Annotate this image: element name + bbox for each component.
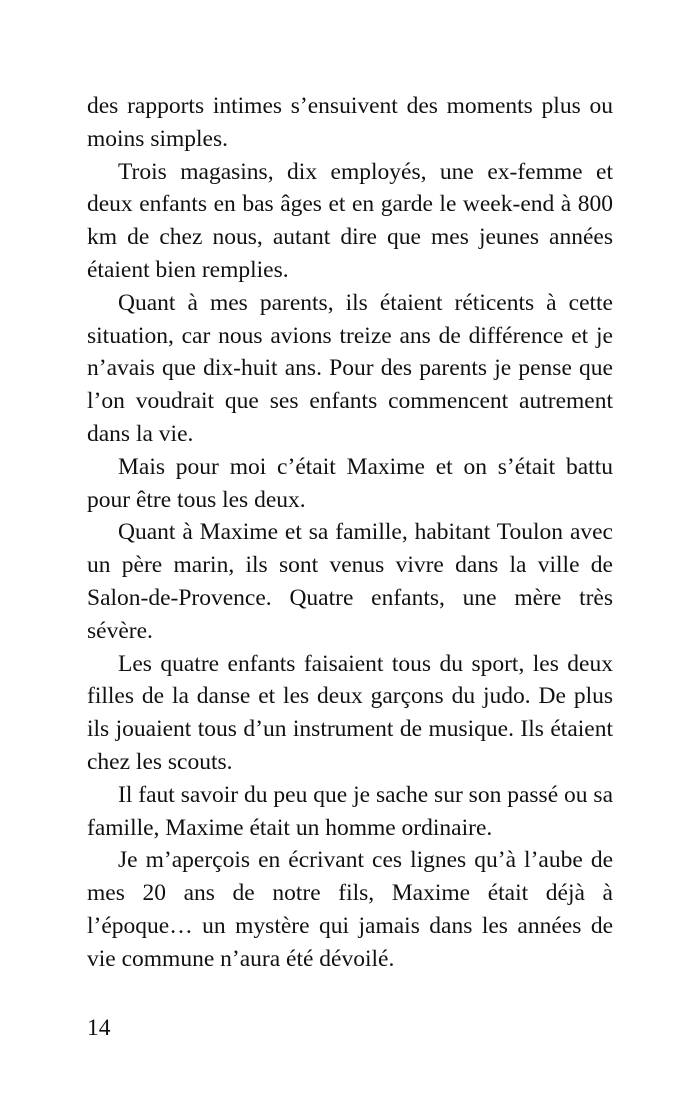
body-text xyxy=(87,90,613,976)
paragraph-1: des rapports intimes s’ensuivent des moments plus ou moins simples. xyxy=(87,93,613,152)
paragraph-3: Quant à mes parents, ils étaient réticents à cette situation, car nous avions treize ans de différence et je n’avais que dix-huit ans. Pour des parents je pense que l’on voudrait que ses enfants commencent autrement dans la vie. xyxy=(87,289,613,447)
paragraph-2: Trois magasins, dix employés, une ex-femme et deux enfants en bas âges et en garde le week-end à 800 km de chez nous, autant dire que mes jeunes années étaient bien remplies. xyxy=(87,158,613,283)
paragraph-7: Il faut savoir du peu que je sache sur son passé ou sa famille, Maxime était un homme ordinaire. xyxy=(87,781,613,841)
paragraph-4: Mais pour moi c’était Maxime et on s’était battu pour être tous les deux. xyxy=(87,453,613,513)
paragraph-8: Je m’aperçois en écrivant ces lignes qu’à l’aube de mes 20 ans de notre fils, Maxime était déjà à l’époque… un mystère qui jamais dans les années de vie commune n’aura été dévoilé. xyxy=(87,847,613,972)
paragraph-5: Quant à Maxime et sa famille, habitant Toulon avec un père marin, ils sont venus vivre dans la ville de Salon-de-Provence. Quatre enfants, une mère très sévère. xyxy=(87,519,613,644)
page-number: 14 xyxy=(87,1015,111,1041)
paragraph-6: Les quatre enfants faisaient tous du sport, les deux filles de la danse et les deux garçons du judo. De plus ils jouaient tous d’un instrument de musique. Ils étaient chez les scouts. xyxy=(87,650,613,775)
